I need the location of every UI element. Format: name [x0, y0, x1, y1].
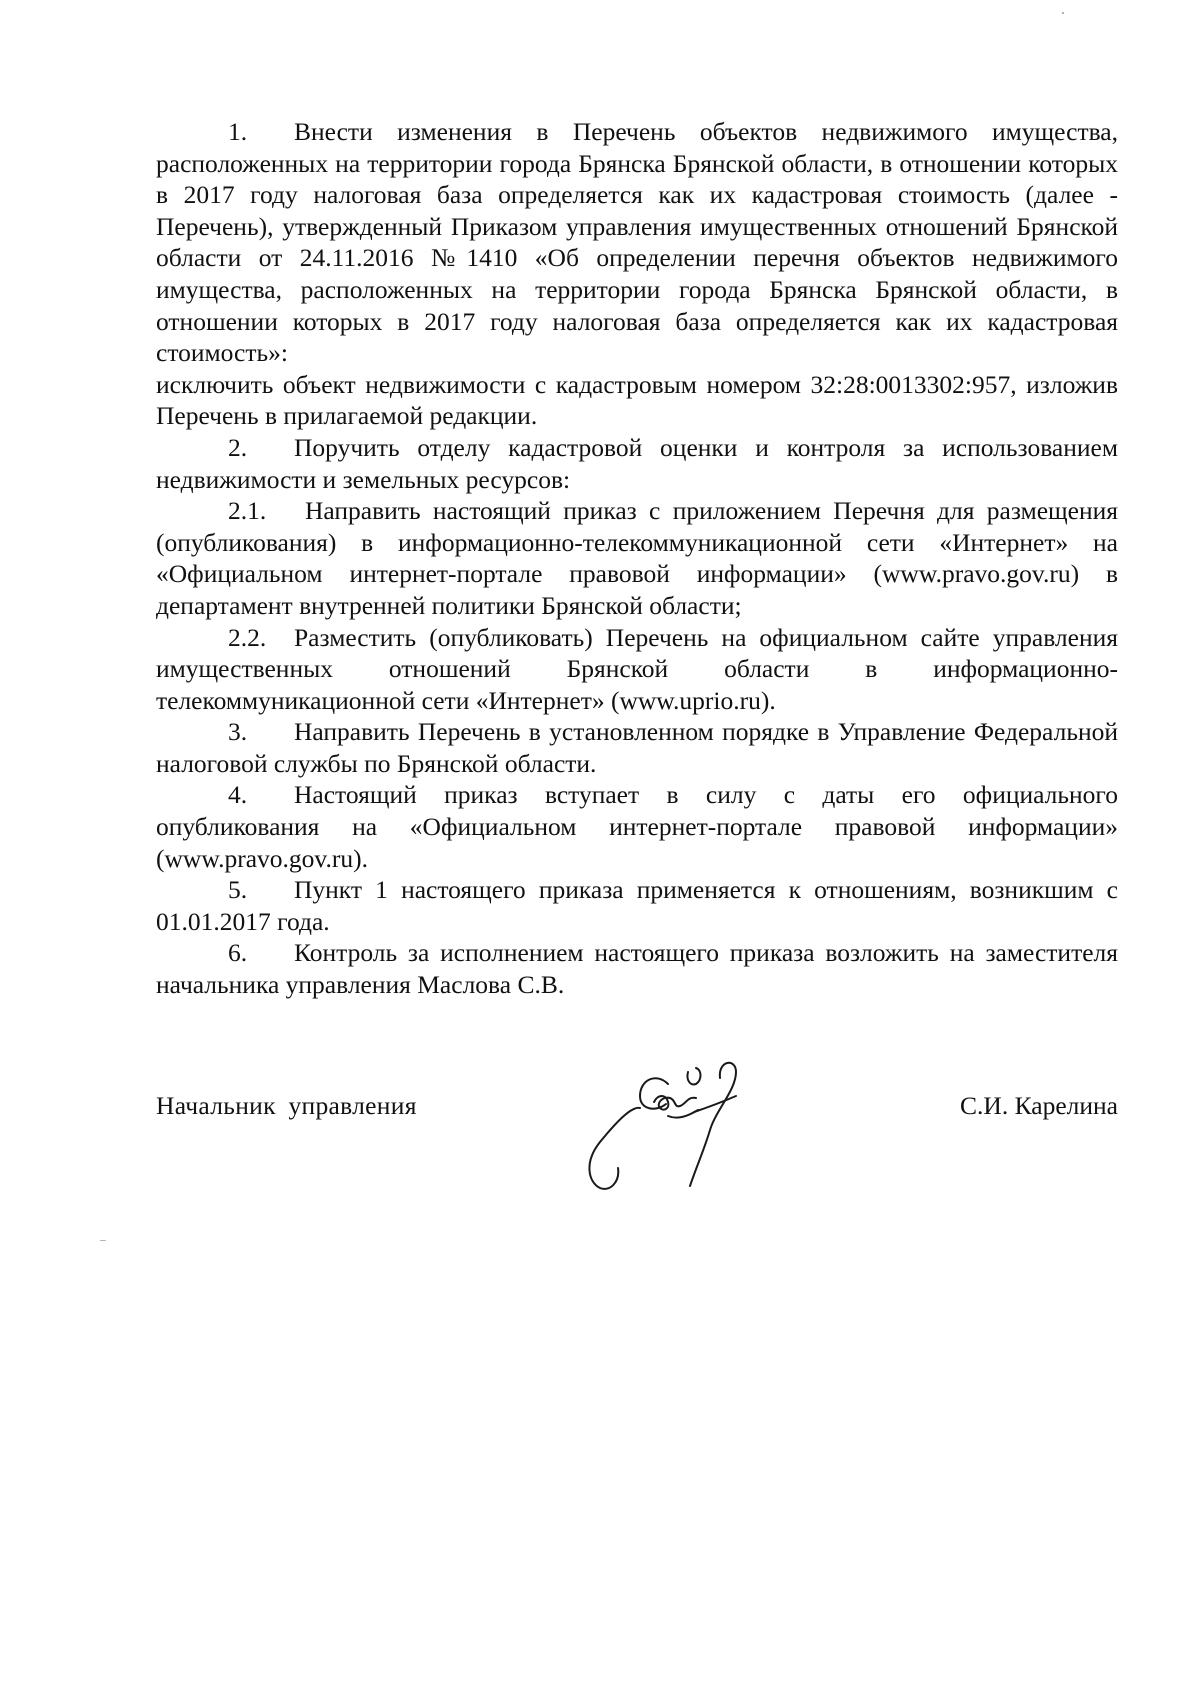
paragraph-1-continuation [156, 369, 1118, 432]
paragraph-text: Поручить отделу кадастровой оценки и контроля за использованием недвижимости и земельных ресурсов: [156, 432, 1118, 494]
paragraph-4 [156, 779, 1118, 874]
signatory-name: С.И. Карелина [960, 1091, 1118, 1120]
paragraph-1 [156, 116, 1118, 369]
paragraph-text: Внести изменения в Перечень объектов недвижимого имущества, расположенных на территории города Брянска Брянской области, в отношении которых в 2017 году налоговая база определяется как их кадастровая стоимость (далее - Перечень), утвержденный Приказом управления имущественных отношений Брянской области от 24.11.2016 №1410 «Об определении перечня объектов недвижимого имущества, расположенных на территории города Брянска Брянской области, в отношении которых в 2017 году налоговая база определяется как их кадастровая стоимость»: [156, 117, 1118, 368]
paragraph-text: Контроль за исполнением настоящего приказа возложить на заместителя начальника управления Маслова С.В. [156, 938, 1118, 1000]
paragraph-number: 5. [228, 875, 248, 905]
paragraph-text: Пункт 1 настоящего приказа применяется к отношениям, возникшим с 01.01.2017 года. [156, 875, 1118, 936]
paragraph-number: 2. [228, 432, 248, 462]
paragraph-3 [156, 716, 1118, 779]
paragraph-number: 3. [228, 717, 248, 747]
paragraph-text: Разместить (опубликовать) Перечень на официальном сайте управления имущественных отношений Брянской области в информационно-телекоммуникационной сети «Интернет» (www.uprio.ru). [156, 622, 1118, 715]
paragraph-2 [156, 432, 1118, 495]
paragraph-text: исключить объект недвижимости с кадастровым номером 32:28:0013302:957, изложив Перечень в прилагаемой редакции. [156, 369, 1118, 431]
signatory-position: Начальник управления [156, 1091, 417, 1120]
document-body [156, 116, 1118, 1001]
paragraph-text: Настоящий приказ вступает в силу с даты его официального опубликования на «Официальном интернет-портале правовой информации» (www.pravo.gov.ru). [156, 780, 1118, 873]
scan-mark [100, 1240, 106, 1241]
paragraph-number: 4. [228, 780, 248, 810]
scan-speck [1062, 12, 1064, 14]
paragraph-2-2 [156, 622, 1118, 717]
paragraph-number: 1. [228, 117, 248, 146]
paragraph-number: 6. [228, 938, 248, 968]
handwritten-signature-icon [570, 1050, 770, 1190]
paragraph-text: Направить настоящий приказ с приложением Перечня для размещения (опубликования) в информационно-телекоммуникационной сети «Интернет» на «Официальном интернет-портале правовой информации» (www.pravo.gov.ru) в департамент внутренней политики Брянской области; [156, 496, 1118, 620]
paragraph-2-1 [156, 495, 1118, 621]
paragraph-text: Направить Перечень в установленном порядке в Управление Федеральной налоговой службы по Брянской области. [156, 717, 1118, 778]
paragraph-number: 2.1. [228, 496, 267, 526]
paragraph-6 [156, 937, 1118, 1000]
paragraph-5 [156, 874, 1118, 937]
paragraph-number: 2.2. [228, 622, 267, 652]
